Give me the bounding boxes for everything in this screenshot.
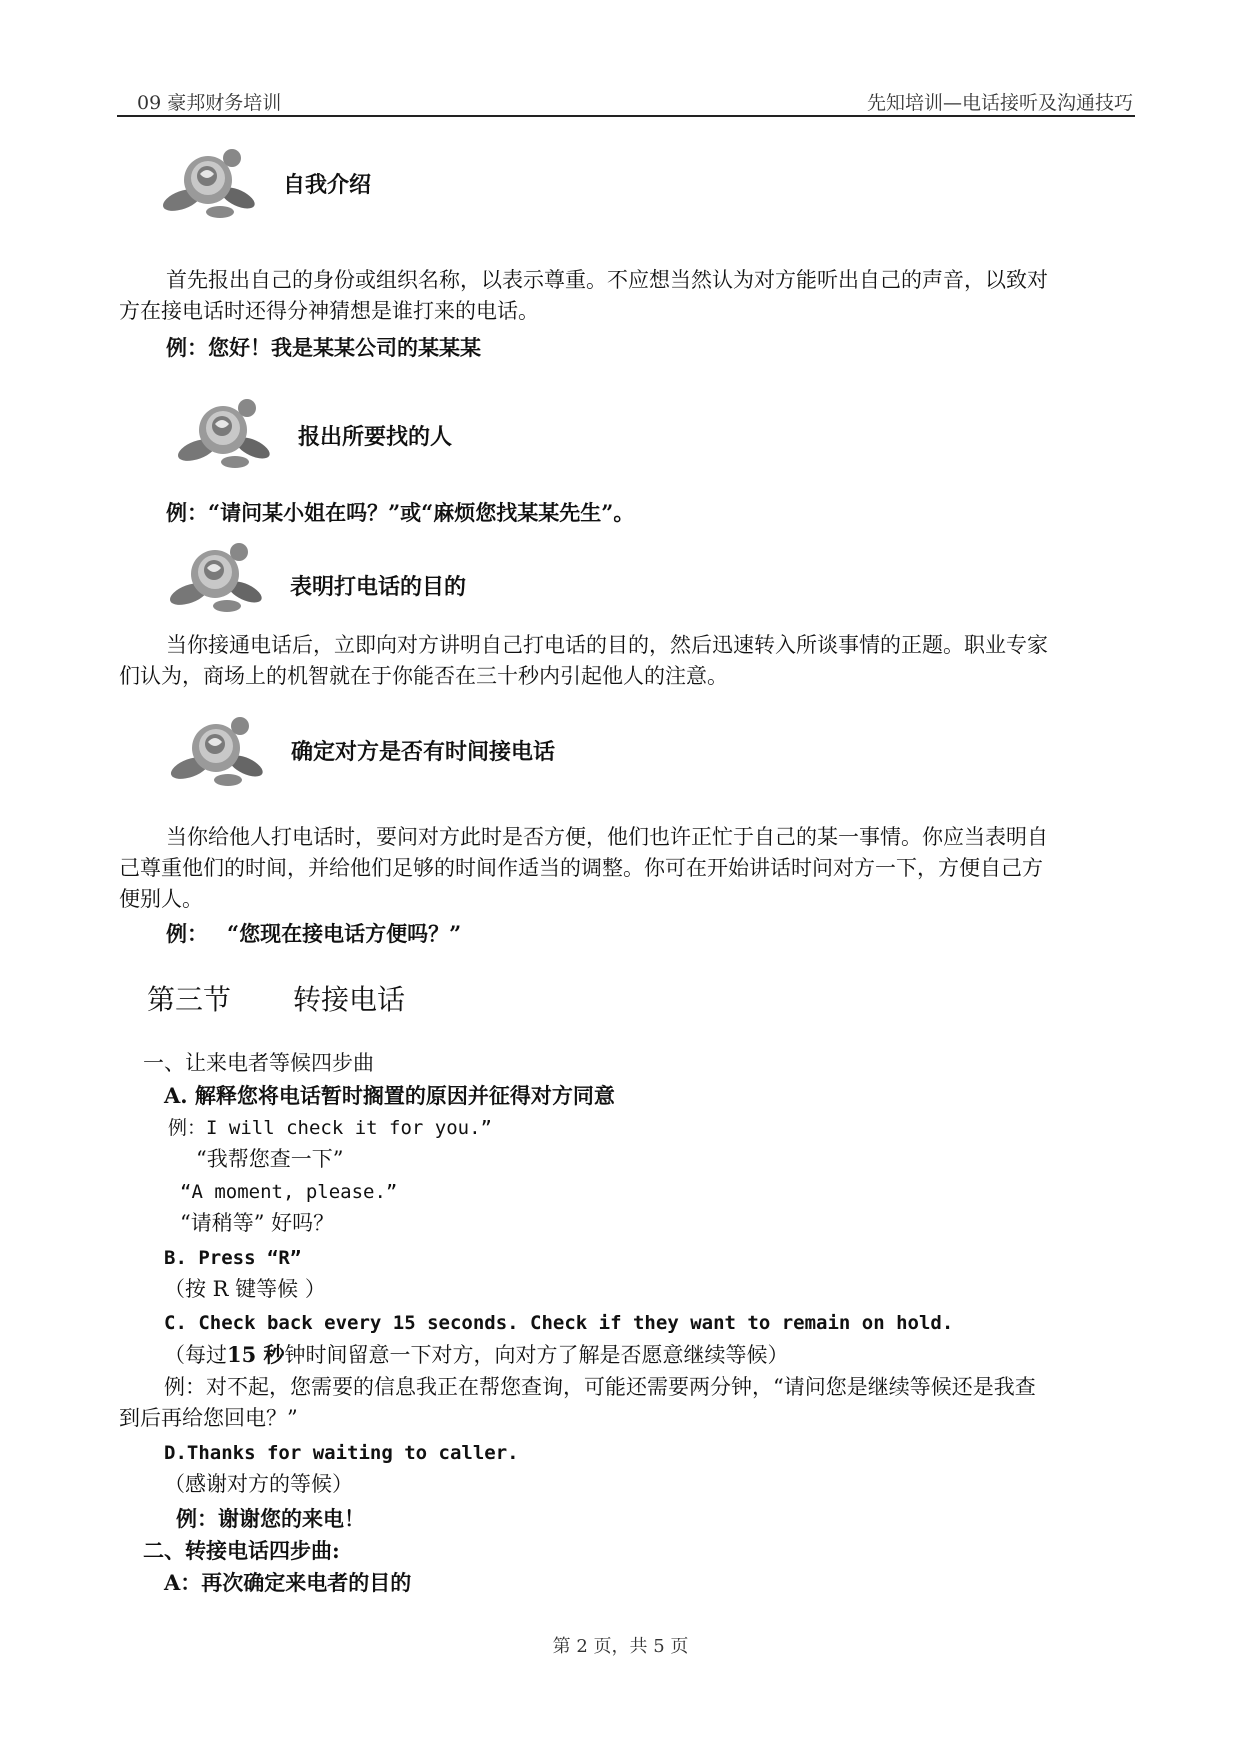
time-example-text: “您现在接电话方便吗？” <box>227 921 462 946</box>
rose-icon <box>168 710 266 792</box>
find-example: 例：“请问某小姐在吗？”或“麻烦您找某某先生”。 <box>166 500 635 525</box>
section-title: 转接电话 <box>293 983 406 1016</box>
section-heading-purpose: 表明打电话的目的 <box>290 575 467 600</box>
part1-b-note: （按 R 键等候 ） <box>164 1277 326 1301</box>
intro-example: 例：您好！我是某某公司的某某某 <box>166 335 481 360</box>
section-heading-self-intro: 自我介绍 <box>283 173 372 198</box>
part2-heading: 二、转接电话四步曲: <box>143 1538 340 1563</box>
part1-c-example-2: 到后再给您回电？” <box>119 1406 298 1430</box>
header-rule <box>117 115 1135 117</box>
part1-step-a: A. 解释您将电话暂时搁置的原因并征得对方同意 <box>164 1083 615 1108</box>
time-line-3: 便别人。 <box>119 887 203 911</box>
header-right: 先知培训—电话接听及沟通技巧 <box>866 92 1133 114</box>
section-number: 第三节 <box>147 983 232 1016</box>
part1-step-b: B. Press “R” <box>164 1247 302 1269</box>
section-heading-find-person: 报出所要找的人 <box>298 425 453 450</box>
part1-step-d: D.Thanks for waiting to caller. <box>164 1442 519 1464</box>
c-note-bold: 15 秒 <box>227 1342 285 1367</box>
rose-icon <box>160 142 258 224</box>
rose-icon <box>167 536 265 618</box>
c-note-post: 钟时间留意一下对方，向对方了解是否愿意继续等候） <box>284 1343 789 1367</box>
rose-icon <box>175 392 273 474</box>
part2-step-a: A：再次确定来电者的目的 <box>164 1570 412 1595</box>
time-line-2: 己尊重他们的时间，并给他们足够的时间作适当的调整。你可在开始讲话时问对方一下，方便自己方 <box>119 856 1043 880</box>
part1-d-example: 例：谢谢您的来电！ <box>176 1506 365 1531</box>
purpose-line-1: 当你接通电话后，立即向对方讲明自己打电话的目的，然后迅速转入所谈事情的正题。职业专家 <box>166 633 1048 657</box>
part1-a-example-1: 例：I will check it for you.” <box>168 1117 492 1139</box>
time-example-label: 例： <box>166 921 208 946</box>
part1-heading: 一、让来电者等候四步曲 <box>143 1051 374 1075</box>
intro-line-1: 首先报出自己的身份或组织名称，以表示尊重。不应想当然认为对方能听出自己的声音，以致对 <box>166 268 1048 292</box>
page-footer: 第 2 页，共 5 页 <box>552 1636 689 1657</box>
part1-a-example-3: “A moment, please.” <box>180 1181 398 1203</box>
part1-a-example-2: “我帮您查一下” <box>196 1147 344 1171</box>
part1-a-example-4: “请稍等” 好吗？ <box>180 1211 335 1235</box>
section-heading-time-check: 确定对方是否有时间接电话 <box>291 740 556 765</box>
part1-d-note: （感谢对方的等候） <box>164 1472 353 1496</box>
purpose-line-2: 们认为，商场上的机智就在于你能否在三十秒内引起他人的注意。 <box>119 664 728 688</box>
part1-c-note <box>164 1339 789 1371</box>
intro-line-2: 方在接电话时还得分神猜想是谁打来的电话。 <box>119 299 539 323</box>
part1-step-c: C. Check back every 15 seconds. Check if they want to remain on hold. <box>164 1312 954 1334</box>
c-note-pre: （每过 <box>164 1343 227 1367</box>
part1-c-example-1: 例：对不起，您需要的信息我正在帮您查询，可能还需要两分钟，“请问您是继续等候还是我查 <box>164 1375 1036 1399</box>
header-left: 09 豪邦财务培训 <box>137 92 282 114</box>
time-line-1: 当你给他人打电话时，要问对方此时是否方便，他们也许正忙于自己的某一事情。你应当表明自 <box>166 825 1048 849</box>
